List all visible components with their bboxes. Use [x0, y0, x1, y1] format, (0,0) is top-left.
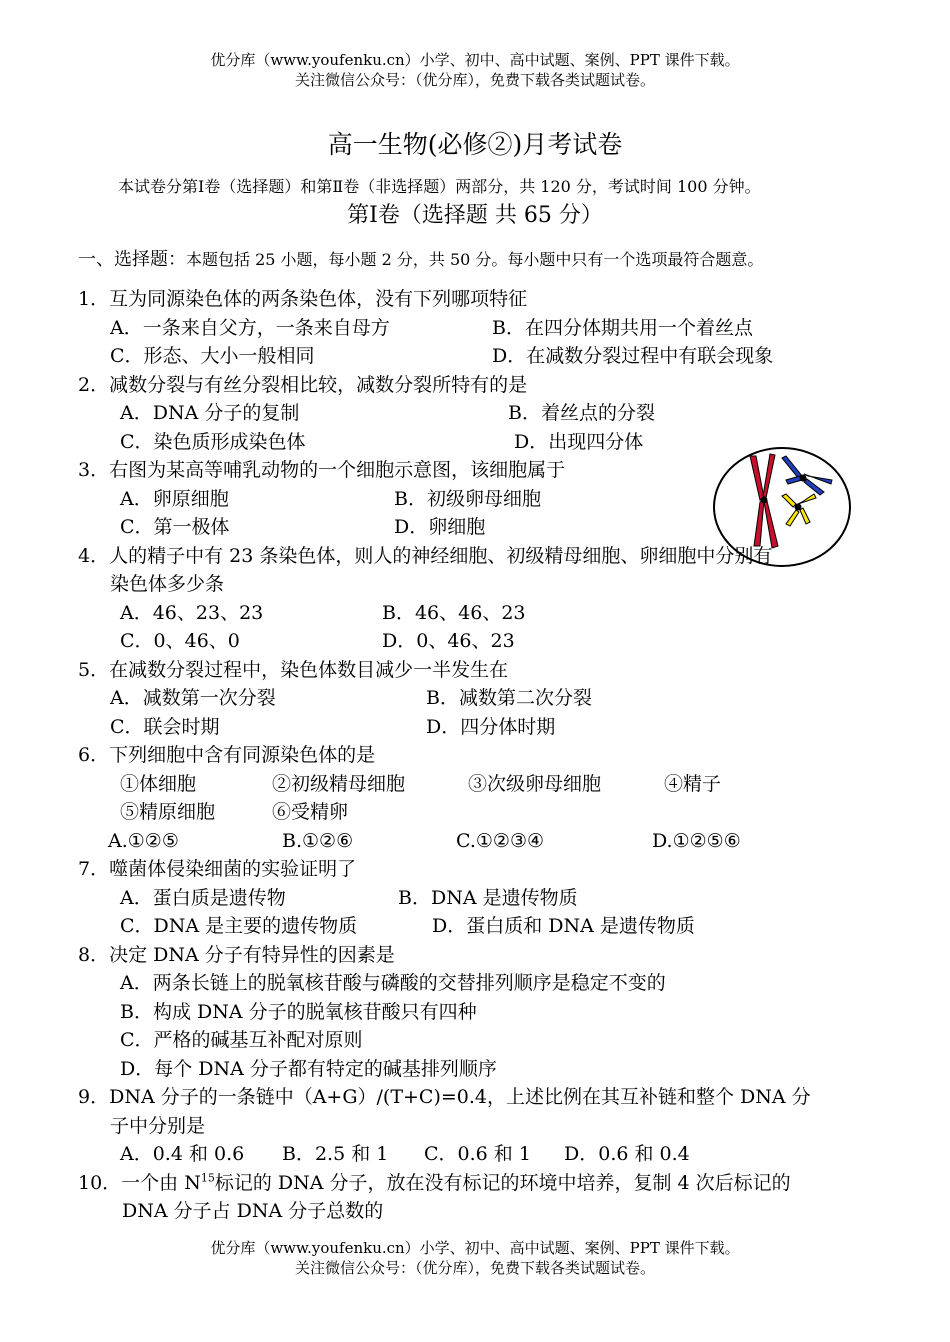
q10-stem-2: DNA 分子占 DNA 分子总数的 [122, 1200, 384, 1222]
q1-stem: 1．互为同源染色体的两条染色体，没有下列哪项特征 [78, 288, 528, 310]
q4-stem-line-2 [78, 570, 878, 599]
q6-options [78, 827, 878, 856]
q2-stem-line [78, 371, 878, 400]
question-list [78, 285, 878, 1226]
q7-option-a: A．蛋白质是遗传物 [120, 886, 286, 909]
exam-intro: 本试卷分第Ⅰ卷（选择题）和第Ⅱ卷（非选择题）两部分，共 120 分，考试时间 100 分钟。 [118, 177, 761, 196]
q4-stem-line-1 [78, 542, 878, 571]
q4-options-ab [78, 599, 878, 628]
q7-stem-line [78, 855, 878, 884]
q2-options-ab [78, 399, 878, 428]
q1-options-cd [78, 342, 878, 371]
q1-options-ab [78, 314, 878, 343]
q8-option-a: A．两条长链上的脱氧核苷酸与磷酸的交替排列顺序是稳定不变的 [120, 972, 666, 994]
q1-option-a: A．一条来自父方，一条来自母方 [110, 316, 390, 339]
q2-option-b: B．着丝点的分裂 [508, 402, 655, 424]
q6-item-2: ②初级精母细胞 [272, 772, 406, 795]
q2-option-c: C．染色质形成染色体 [120, 430, 306, 453]
q6-items-1-4 [78, 770, 878, 799]
q3-option-d: D．卵细胞 [394, 516, 486, 538]
q5-stem: 5．在减数分裂过程中，染色体数目减少一半发生在 [78, 658, 509, 681]
q1-option-b: B．在四分体期共用一个着丝点 [492, 316, 753, 339]
q6-stem-line [78, 741, 878, 770]
q7-option-b: B．DNA 是遗传物质 [398, 886, 578, 909]
q4-option-d: D．0、46、23 [382, 630, 515, 652]
q9-stem-2: 子中分别是 [110, 1114, 206, 1137]
banner-line-2: 关注微信公众号：（优分库），免费下载各类试题试卷。 [294, 71, 655, 89]
q2-options-cd [78, 428, 878, 457]
q8-option-d: D．每个 DNA 分子都有特定的碱基排列顺序 [120, 1057, 497, 1080]
q10-stem-line-2 [78, 1197, 878, 1226]
q9-stem-line-1 [78, 1083, 878, 1112]
q6-item-1: ①体细胞 [120, 772, 197, 795]
q5-option-b: B．减数第二次分裂 [426, 687, 592, 709]
q4-stem-1: 4．人的精子中有 23 条染色体，则人的神经细胞、初级精母细胞、卵细胞中分别有 [78, 544, 773, 567]
footer-banner [0, 1238, 950, 1278]
q5-option-d: D．四分体时期 [426, 715, 556, 738]
q4-option-a: A．46、23、23 [120, 601, 264, 624]
q3-stem: 3．右图为某高等哺乳动物的一个细胞示意图，该细胞属于 [78, 459, 566, 481]
q10-isotope-superscript: 15 [200, 1171, 215, 1185]
q8-option-b-line [78, 998, 878, 1027]
q6-option-c: C.①②③④ [456, 829, 545, 852]
q9-option-b: B．2.5 和 1 [282, 1143, 389, 1165]
q8-option-d-line [78, 1055, 878, 1084]
q9-stem-line-2 [78, 1112, 878, 1141]
q5-options-ab [78, 684, 878, 713]
q4-option-b: B．46、46、23 [382, 601, 526, 624]
q9-stem-1: 9．DNA 分子的一条链中（A+G）/(T+C)=0.4，上述比例在其互补链和整个 DNA 分 [78, 1086, 811, 1108]
q8-stem: 8．决定 DNA 分子有特异性的因素是 [78, 943, 395, 966]
q8-option-b: B．构成 DNA 分子的脱氧核苷酸只有四种 [120, 1000, 477, 1023]
q4-option-c: C．0、46、0 [120, 630, 240, 652]
q9-option-d: D．0.6 和 0.4 [564, 1143, 690, 1165]
q1-stem-line [78, 285, 878, 314]
q6-item-3: ③次级卵母细胞 [468, 772, 602, 795]
q5-stem-line [78, 656, 878, 685]
q8-option-a-line [78, 969, 878, 998]
q6-item-4: ④精子 [664, 772, 722, 795]
q6-items-5-6 [78, 798, 878, 827]
header-banner [0, 50, 950, 90]
footer-line-2: 关注微信公众号：（优分库），免费下载各类试题试卷。 [294, 1259, 655, 1277]
q8-stem-line [78, 941, 878, 970]
q2-option-d: D．出现四分体 [514, 430, 644, 453]
footer-line-1: 优分库（www.youfenku.cn）小学、初中、高中试题、案例、PPT 课件下载。 [210, 1239, 740, 1257]
q9-option-c: C．0.6 和 1 [424, 1143, 531, 1165]
q4-options-cd [78, 627, 878, 656]
exam-title: 高一生物(必修②)月考试卷 [327, 130, 623, 159]
q10-stem-1 [78, 1169, 791, 1198]
q6-stem: 6．下列细胞中含有同源染色体的是 [78, 744, 376, 766]
q7-stem: 7．噬菌体侵染细菌的实验证明了 [78, 858, 357, 880]
q5-option-a: A．减数第一次分裂 [110, 687, 276, 709]
q7-options-ab [78, 884, 878, 913]
q8-option-c: C．严格的碱基互补配对原则 [120, 1029, 363, 1051]
q10-stem-1-pre: 10．一个由 N [78, 1171, 201, 1194]
q10-stem-line-1 [78, 1169, 878, 1198]
q6-item-5: ⑤精原细胞 [120, 801, 216, 823]
banner-line-1: 优分库（www.youfenku.cn）小学、初中、高中试题、案例、PPT 课件下载。 [210, 51, 740, 69]
q6-item-6: ⑥受精卵 [272, 801, 349, 823]
q8-option-c-line [78, 1026, 878, 1055]
q3-option-b: B．初级卵母细胞 [394, 487, 541, 510]
q7-option-d: D．蛋白质和 DNA 是遗传物质 [432, 915, 695, 937]
q5-options-cd [78, 713, 878, 742]
q2-option-a: A．DNA 分子的复制 [120, 402, 300, 424]
q3-option-c: C．第一极体 [120, 516, 230, 538]
part-one-title: 第Ⅰ卷（选择题 共 65 分） [347, 203, 603, 228]
q7-options-cd [78, 912, 878, 941]
q5-option-c: C．联会时期 [110, 715, 220, 738]
q10-stem-1-post: 标记的 DNA 分子，放在没有标记的环境中培养，复制 4 次后标记的 [214, 1171, 791, 1194]
q3-option-a: A．卵原细胞 [120, 487, 229, 510]
q1-option-c: C．形态、大小一般相同 [110, 345, 315, 367]
q7-option-c: C．DNA 是主要的遗传物质 [120, 915, 358, 937]
section-heading [78, 248, 763, 272]
q6-option-b: B.①②⑥ [282, 829, 354, 852]
q3-stem-line [78, 456, 878, 485]
q9-options [78, 1140, 878, 1169]
q6-option-d: D.①②⑤⑥ [652, 829, 741, 852]
q1-option-d: D．在减数分裂过程中有联会现象 [492, 345, 774, 367]
q2-stem: 2．减数分裂与有丝分裂相比较，减数分裂所特有的是 [78, 373, 528, 396]
q6-option-a: A.①②⑤ [108, 829, 179, 852]
q9-option-a: A．0.4 和 0.6 [120, 1143, 245, 1165]
q3-options-cd [78, 513, 878, 542]
section-description: 本题包括 25 小题，每小题 2 分，共 50 分。每小题中只有一个选项最符合题意。 [186, 250, 764, 269]
q4-stem-2: 染色体多少条 [110, 573, 225, 595]
q3-options-ab [78, 485, 878, 514]
section-lead: 一、选择题： [78, 249, 186, 270]
